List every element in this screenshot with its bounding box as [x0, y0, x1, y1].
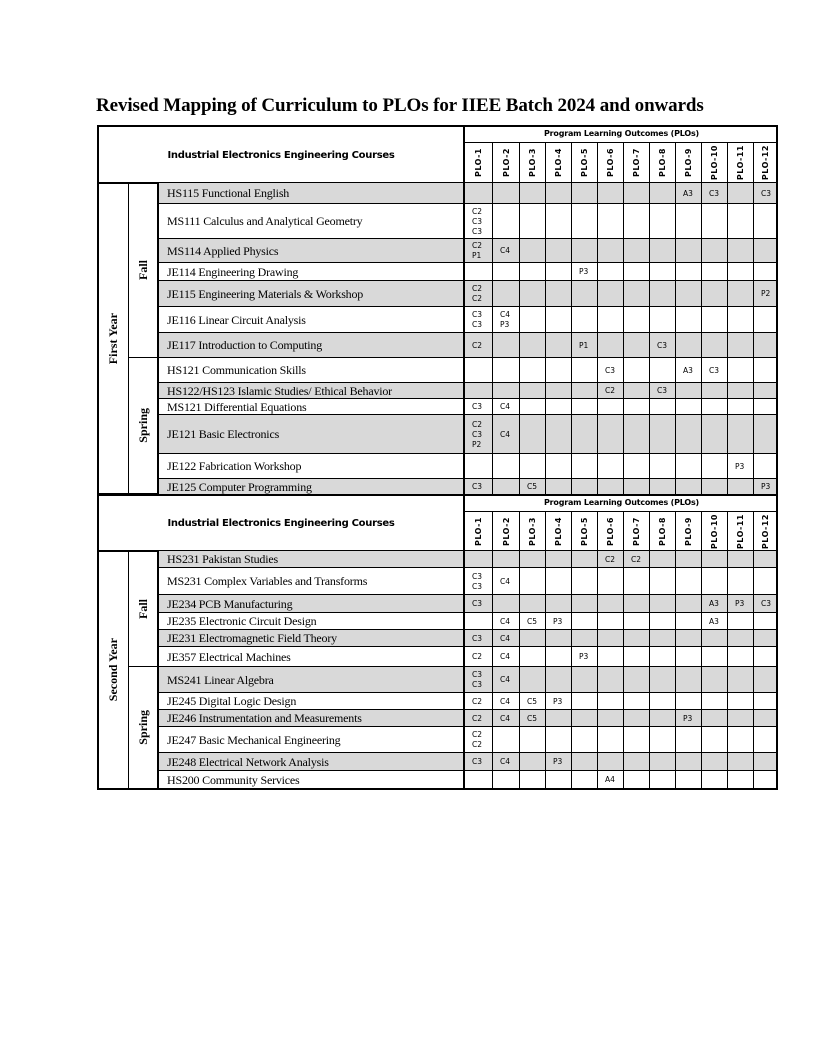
bloom-level: C3 — [657, 340, 668, 350]
course-name: JE121 Basic Electronics — [167, 427, 280, 441]
plo-label: PLO-6 — [606, 516, 615, 546]
plo-mapping-cell — [753, 333, 785, 358]
bloom-level: C3 — [472, 402, 483, 411]
course-name: HS115 Functional English — [167, 186, 290, 200]
bloom-level: C2 — [472, 340, 483, 350]
course-row — [158, 567, 776, 595]
year-label — [99, 551, 128, 789]
year-label — [99, 183, 128, 494]
bloom-level: C3 — [472, 429, 483, 439]
bloom-level: C4 — [500, 652, 511, 661]
course-name: MS111 Calculus and Analytical Geometry — [167, 214, 363, 228]
course-row — [158, 709, 776, 727]
course-row — [158, 398, 776, 415]
bloom-level: C5 — [527, 696, 538, 706]
bloom-level: C2 — [605, 386, 616, 395]
course-row — [158, 280, 776, 307]
plo-column-header — [571, 143, 597, 183]
plo-mapping-cell — [753, 415, 785, 454]
bloom-level: C4 — [500, 310, 511, 319]
course-row — [158, 238, 776, 263]
course-name: JE122 Fabrication Workshop — [167, 459, 302, 473]
course-row — [158, 414, 776, 454]
plo-mapping-cell — [753, 399, 785, 415]
bloom-level: C2 — [472, 284, 483, 293]
bloom-level: C2 — [472, 294, 483, 303]
bloom-level: C5 — [527, 616, 538, 626]
course-row — [158, 478, 776, 495]
plo-mapping-cell — [753, 595, 785, 613]
plo-mapping-cell — [753, 358, 785, 383]
course-row — [158, 203, 776, 239]
course-name: JE234 PCB Manufacturing — [167, 596, 293, 611]
plo-group-header: Program Learning Outcomes (PLOs) — [463, 496, 778, 512]
bloom-level: A3 — [683, 188, 693, 198]
semester-label-spring — [128, 357, 158, 494]
bloom-level: P1 — [579, 340, 589, 350]
plo-column-header — [623, 512, 649, 551]
course-row — [158, 726, 776, 753]
plo-column-header — [701, 143, 727, 183]
bloom-level: P1 — [472, 251, 482, 260]
plo-column-header — [675, 143, 701, 183]
bloom-level: C2 — [472, 652, 483, 661]
bloom-level: C4 — [500, 616, 511, 626]
bloom-level: C2 — [472, 419, 483, 429]
bloom-level: C3 — [472, 226, 483, 236]
semester-text: Fall — [135, 260, 150, 280]
semester-text: Spring — [135, 710, 150, 745]
bloom-level: A4 — [605, 775, 615, 784]
plo-label: PLO-8 — [658, 516, 667, 546]
plo-mapping-cell — [753, 454, 785, 479]
course-row — [158, 306, 776, 333]
plo-label: PLO-12 — [761, 513, 770, 550]
bloom-level: A3 — [709, 599, 719, 608]
course-name: MS231 Complex Variables and Transforms — [167, 574, 368, 588]
bloom-level: C3 — [472, 670, 483, 679]
bloom-level: P3 — [553, 757, 563, 766]
course-row — [158, 332, 776, 358]
course-row — [158, 357, 776, 383]
bloom-level: C3 — [472, 320, 483, 329]
plo-column-header — [463, 512, 492, 551]
bloom-level: C2 — [631, 554, 642, 564]
bloom-level: C4 — [500, 633, 511, 643]
course-name: JE116 Linear Circuit Analysis — [167, 312, 306, 327]
plo-label: PLO-9 — [684, 516, 693, 546]
course-row — [158, 770, 776, 789]
bloom-level: C4 — [500, 402, 511, 411]
plo-group-header: Program Learning Outcomes (PLOs) — [463, 127, 778, 143]
plo-mapping-cell — [753, 667, 785, 693]
plo-mapping-cell — [753, 771, 785, 789]
bloom-level: P3 — [553, 696, 563, 706]
bloom-level: C4 — [500, 696, 511, 706]
bloom-level: C2 — [472, 241, 483, 250]
plo-column-header — [727, 512, 753, 551]
bloom-level: C3 — [761, 599, 772, 608]
course-name: JE247 Basic Mechanical Engineering — [167, 732, 341, 747]
course-name: JE117 Introduction to Computing — [167, 338, 323, 352]
bloom-level: A3 — [683, 365, 693, 375]
plo-column-header — [545, 512, 571, 551]
plo-column-header — [753, 512, 777, 551]
plo-mapping-cell — [753, 479, 785, 495]
plo-column-header — [519, 143, 545, 183]
bloom-level: C4 — [500, 576, 511, 586]
year-text: Second Year — [106, 638, 120, 702]
plo-mapping-cell — [753, 753, 785, 771]
plo-column-header — [649, 512, 675, 551]
plo-mapping-cell — [753, 693, 785, 710]
bloom-level: C3 — [472, 482, 483, 491]
plo-label: PLO-11 — [736, 145, 745, 181]
course-name: MS114 Applied Physics — [167, 243, 279, 258]
bloom-level: C4 — [500, 757, 511, 766]
bloom-level: C2 — [605, 554, 616, 564]
plo-mapping-cell — [753, 727, 785, 753]
plo-label: PLO-11 — [736, 513, 745, 550]
plo-label: PLO-5 — [580, 516, 589, 546]
course-name: JE231 Electromagnetic Field Theory — [167, 631, 337, 645]
bloom-level: P3 — [579, 267, 589, 276]
plo-mapping-cell — [753, 710, 785, 727]
plo-label: PLO-5 — [580, 148, 589, 178]
course-name: JE115 Engineering Materials & Workshop — [167, 286, 364, 301]
plo-column-header — [753, 143, 777, 183]
course-row — [158, 453, 776, 479]
course-name: JE246 Instrumentation and Measurements — [167, 711, 362, 725]
course-row — [158, 382, 776, 399]
plo-column-header — [492, 512, 519, 551]
bloom-level: C2 — [472, 730, 483, 739]
bloom-level: C3 — [472, 310, 483, 319]
bloom-level: C3 — [472, 216, 483, 226]
course-name: JE125 Computer Programming — [167, 479, 312, 494]
plo-label: PLO-8 — [658, 148, 667, 178]
plo-mapping-cell — [753, 630, 785, 647]
plo-label: PLO-7 — [632, 516, 641, 546]
plo-column-header — [463, 143, 492, 183]
bloom-level: C3 — [605, 365, 616, 375]
course-name: HS122/HS123 Islamic Studies/ Ethical Behavior — [167, 383, 392, 398]
year-text: First Year — [106, 312, 120, 365]
course-row — [158, 183, 776, 204]
page-title: Revised Mapping of Curriculum to PLOs for IIEE Batch 2024 and onwards — [96, 95, 704, 116]
course-name: MS241 Linear Algebra — [167, 672, 274, 687]
bloom-level: P3 — [500, 320, 510, 329]
plo-column-header — [597, 512, 623, 551]
courses-header: Industrial Electronics Engineering Courses — [167, 149, 395, 161]
bloom-level: C5 — [527, 713, 538, 723]
bloom-level: A3 — [709, 616, 719, 626]
course-row — [158, 612, 776, 630]
plo-mapping-cell — [753, 239, 785, 263]
bloom-level: P3 — [683, 713, 693, 723]
course-row — [158, 551, 776, 568]
bloom-level: C2 — [472, 713, 483, 723]
plo-column-header — [571, 512, 597, 551]
course-name: HS200 Community Services — [167, 772, 300, 787]
plo-mapping-cell — [753, 568, 785, 595]
plo-label: PLO-7 — [632, 148, 641, 178]
plo-mapping-cell — [753, 281, 785, 307]
plo-label: PLO-1 — [474, 516, 483, 546]
semester-label-spring — [128, 666, 158, 789]
bloom-level: C3 — [472, 633, 483, 643]
bloom-level: C3 — [472, 757, 483, 766]
bloom-level: C3 — [472, 680, 483, 689]
course-row — [158, 752, 776, 771]
bloom-level: P3 — [735, 461, 745, 471]
bloom-level: C3 — [472, 571, 483, 581]
plo-label: PLO-9 — [684, 148, 693, 178]
bloom-level: C3 — [472, 581, 483, 591]
plo-mapping-cell — [753, 204, 785, 239]
course-name: JE248 Electrical Network Analysis — [167, 754, 329, 769]
bloom-level: C4 — [500, 713, 511, 723]
plo-column-header — [545, 143, 571, 183]
bloom-level: P2 — [761, 289, 771, 298]
plo-label: PLO-2 — [501, 516, 511, 546]
plo-column-header — [519, 512, 545, 551]
course-row — [158, 692, 776, 710]
plo-label: PLO-10 — [710, 513, 719, 550]
course-row — [158, 666, 776, 693]
bloom-level: C4 — [500, 429, 511, 439]
bloom-level: C2 — [472, 696, 483, 706]
bloom-level: C3 — [657, 386, 668, 395]
bloom-level: P3 — [761, 482, 771, 491]
plo-label: PLO-3 — [528, 516, 537, 546]
plo-label: PLO-6 — [606, 148, 615, 178]
plo-column-header — [597, 143, 623, 183]
course-row — [158, 629, 776, 647]
course-name: JE357 Electrical Machines — [167, 649, 291, 664]
plo-column-header — [492, 143, 519, 183]
plo-mapping-cell — [753, 183, 785, 204]
bloom-level: C3 — [709, 188, 720, 198]
courses-header: Industrial Electronics Engineering Courses — [167, 518, 395, 529]
bloom-level: C4 — [500, 246, 511, 255]
semester-label-fall — [128, 183, 158, 357]
plo-column-header — [623, 143, 649, 183]
plo-mapping-cell — [753, 383, 785, 399]
semester-text: Fall — [135, 598, 150, 619]
plo-column-header — [649, 143, 675, 183]
bloom-level: C2 — [472, 740, 483, 749]
plo-mapping-cell — [753, 307, 785, 333]
bloom-level: C5 — [527, 482, 538, 491]
mapping-table-1 — [97, 125, 778, 495]
plo-label: PLO-4 — [554, 516, 563, 546]
course-row — [158, 594, 776, 613]
plo-label: PLO-2 — [501, 148, 511, 178]
plo-mapping-cell — [753, 647, 785, 667]
plo-column-header — [727, 143, 753, 183]
course-name: JE114 Engineering Drawing — [167, 264, 299, 279]
bloom-level: C4 — [500, 675, 511, 684]
bloom-level: C3 — [709, 365, 720, 375]
bloom-level: P3 — [735, 599, 745, 608]
bloom-level: C2 — [472, 206, 483, 216]
bloom-level: P3 — [579, 652, 589, 661]
course-name: HS231 Pakistan Studies — [167, 552, 278, 566]
plo-mapping-cell — [753, 551, 785, 568]
semester-label-fall — [128, 551, 158, 666]
course-name: JE245 Digital Logic Design — [167, 694, 297, 708]
plo-label: PLO-3 — [528, 148, 537, 178]
plo-label: PLO-10 — [710, 145, 719, 181]
course-name: MS121 Differential Equations — [167, 399, 307, 414]
plo-column-header — [701, 512, 727, 551]
bloom-level: C3 — [761, 188, 772, 198]
plo-label: PLO-1 — [474, 148, 483, 178]
plo-label: PLO-4 — [554, 148, 563, 178]
semester-text: Spring — [135, 408, 150, 443]
plo-column-header — [675, 512, 701, 551]
course-name: HS121 Communication Skills — [167, 363, 306, 377]
course-name: JE235 Electronic Circuit Design — [167, 614, 317, 628]
course-row — [158, 646, 776, 667]
bloom-level: C3 — [472, 599, 483, 608]
plo-mapping-cell — [753, 613, 785, 630]
plo-mapping-cell — [753, 263, 785, 281]
mapping-table-2 — [97, 494, 778, 790]
bloom-level: P3 — [553, 616, 563, 626]
bloom-level: P2 — [472, 439, 482, 449]
course-row — [158, 262, 776, 281]
plo-label: PLO-12 — [761, 145, 770, 181]
